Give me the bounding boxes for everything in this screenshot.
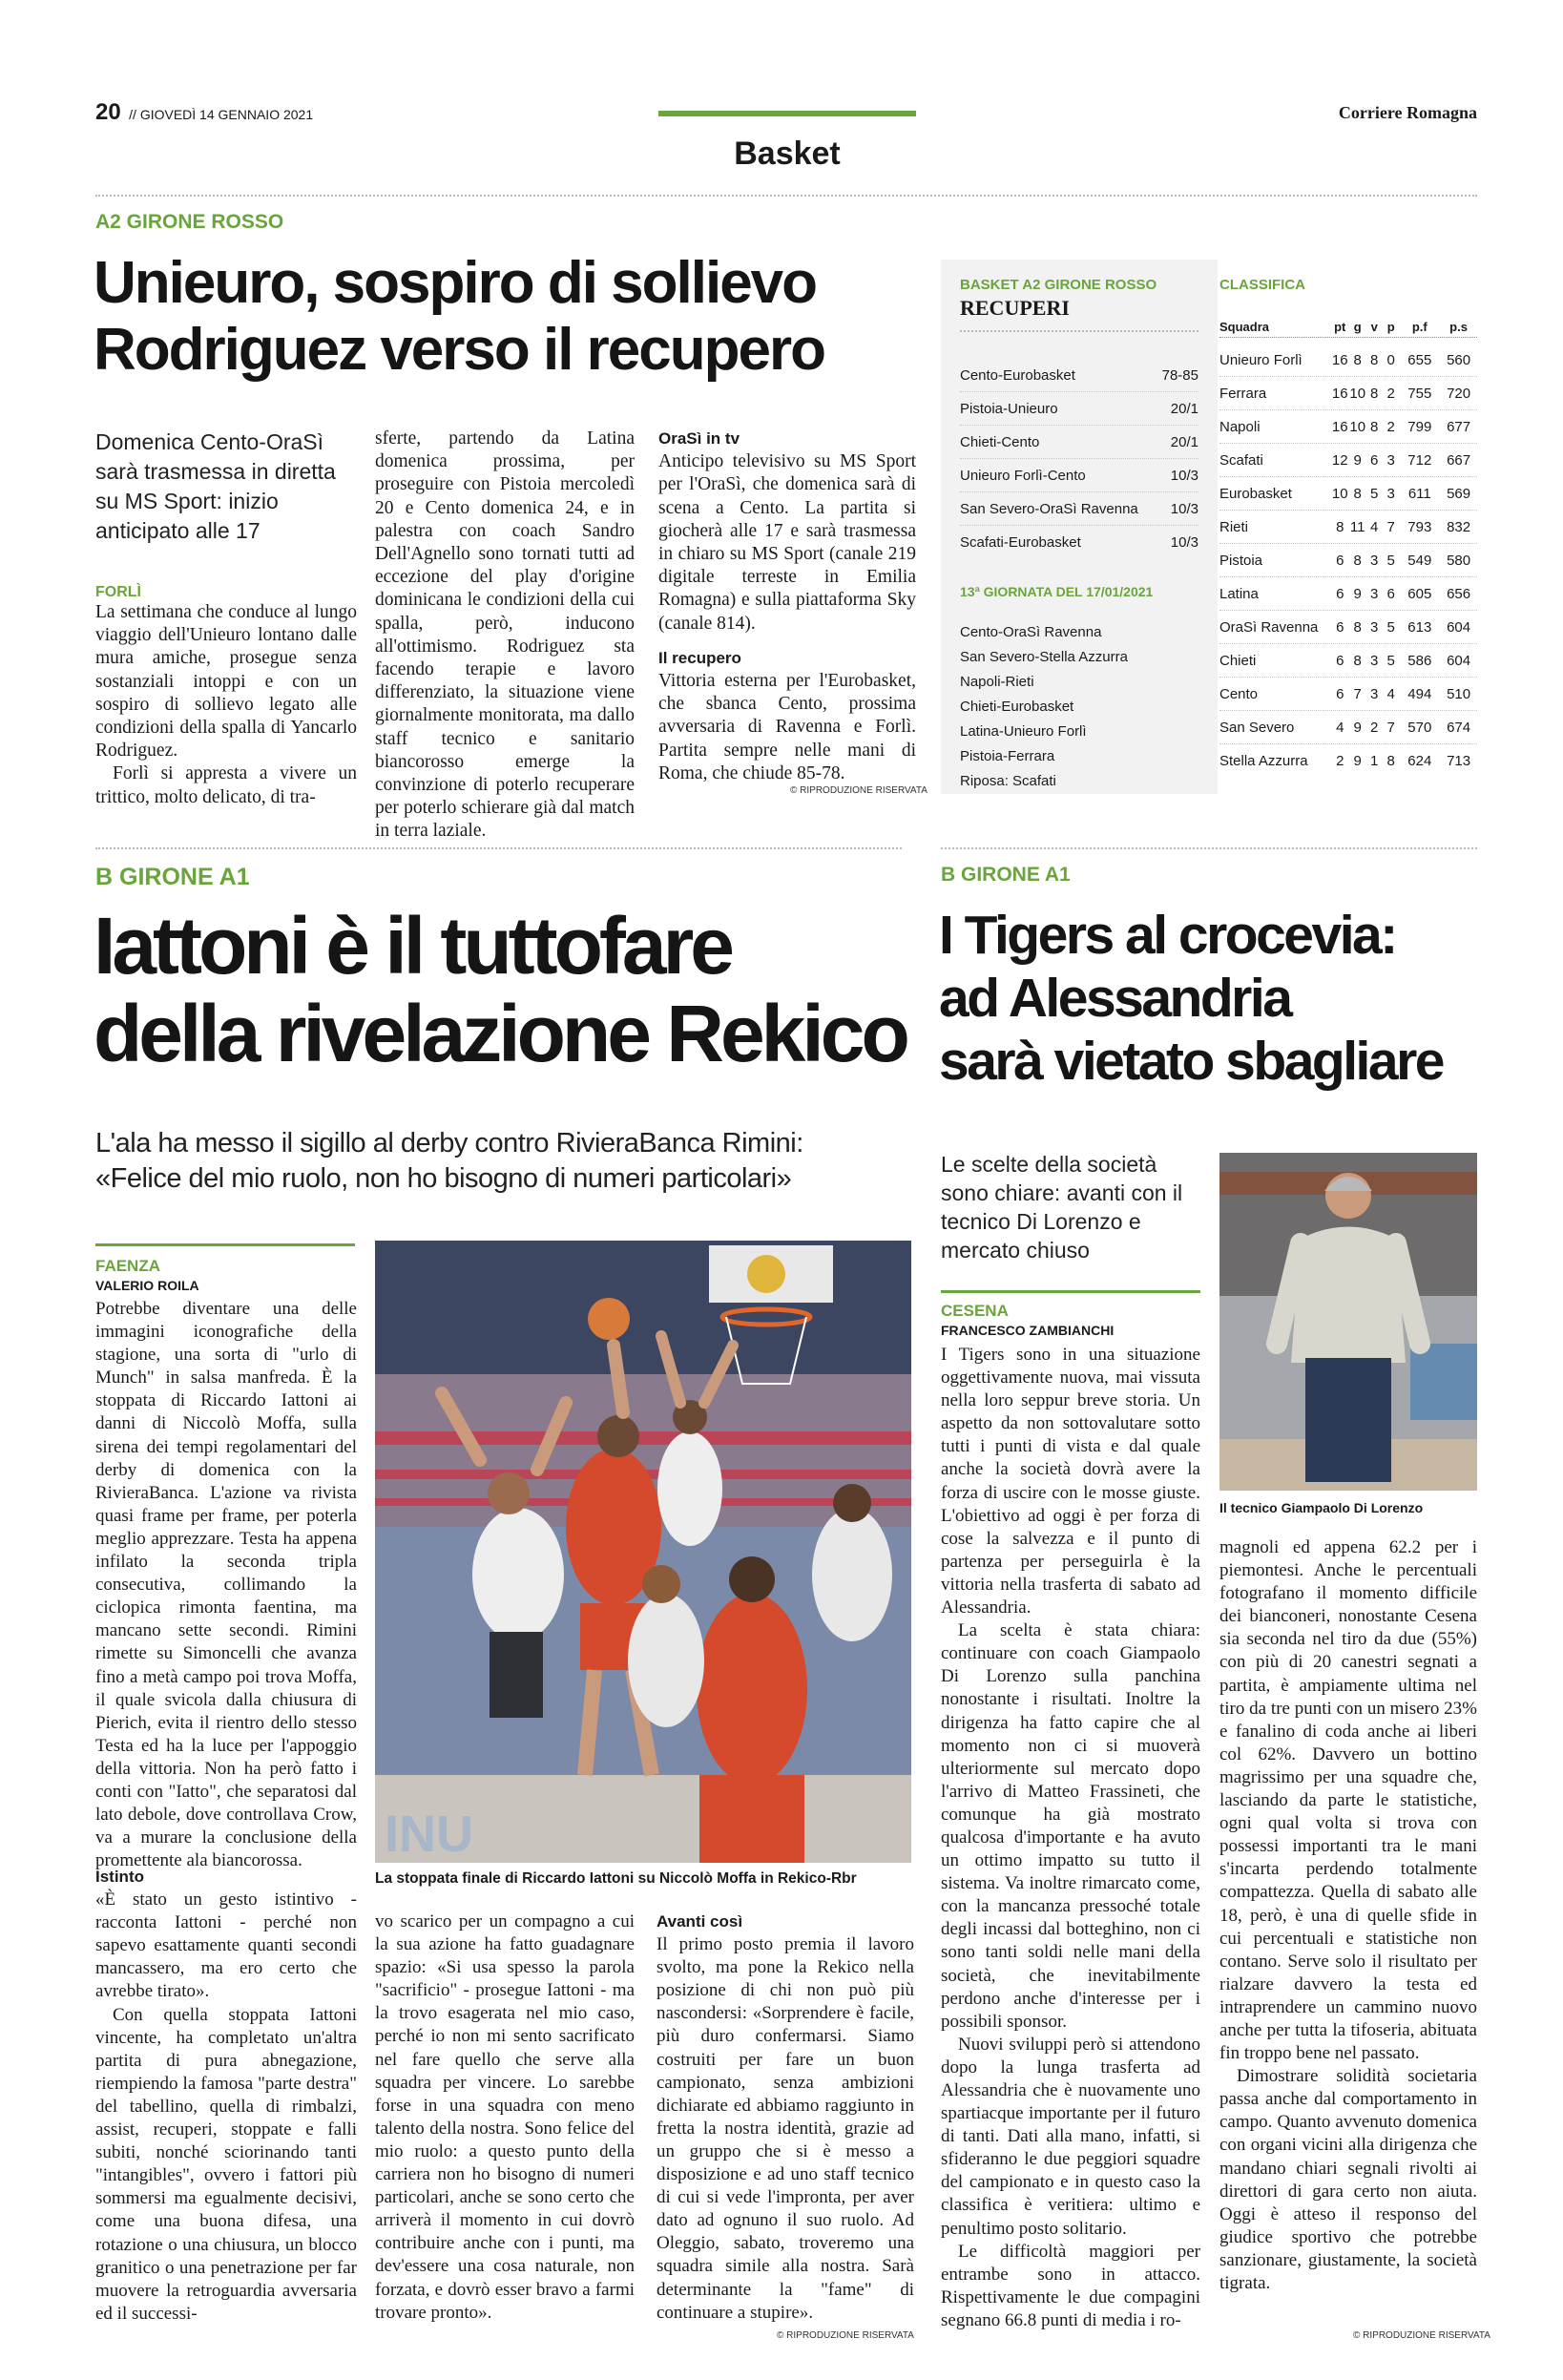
- classifica-value: 8: [1353, 652, 1362, 669]
- classifica-value: 16: [1331, 385, 1348, 402]
- coach-photo-illustration: [1219, 1153, 1477, 1491]
- faenza-summary: [95, 1126, 916, 1197]
- top-col3: [658, 428, 916, 785]
- newspaper-name: Corriere Romagna: [1338, 103, 1477, 122]
- classifica-row: [1219, 611, 1477, 644]
- classifica-value: 549: [1407, 552, 1432, 569]
- classifica-team: OraSì Ravenna: [1219, 618, 1319, 636]
- faenza-col1: [95, 1298, 357, 1872]
- classifica-value: 7: [1386, 719, 1395, 736]
- recuperi-match: Scafati-Eurobasket: [960, 534, 1081, 551]
- giornata-game: San Severo-Stella Azzurra: [960, 649, 1128, 665]
- classifica-value: 9: [1353, 719, 1362, 736]
- classifica-value: 604: [1447, 652, 1471, 669]
- giornata-game: Latina-Unieuro Forlì: [960, 723, 1087, 740]
- classifica-row: [1219, 377, 1477, 410]
- classifica-row: [1219, 444, 1477, 477]
- classifica-value: 611: [1407, 485, 1431, 502]
- cesena-col2-p2: Dimostrare solidità societaria passa anche dal comportamento in campo. Quanto avvenuto domenica con organi vicini alla dirigenza che mandano chiari segnali rivolti ai direttori di gara certo non aiuta. Oggi è atteso il responso del giudice sportivo che potrebbe sanzionare, giustamente, la società tigrata.: [1219, 2066, 1477, 2293]
- faenza-author: VALERIO ROILA: [95, 1278, 199, 1293]
- cesena-headline-line3: sarà vietato sbagliare: [939, 1031, 1443, 1092]
- top-dateline: FORLÌ: [95, 584, 141, 600]
- cesena-col1-p1: I Tigers sono in una situazione oggettivamente nuova, mai vissuta nella loro seppur breve storia. Un aspetto da non sottovalutare sotto tutti i punti di vista e dal quale anche la società dovrà avere la forza di uscire con le mosse giuste. L'obiettivo ad oggi è per forza di cose la salvezza e il punto di partenza per perseguirla è la vittoria nella trasferta di sabato ad Alessandria.: [941, 1345, 1200, 1618]
- classifica-value: 6: [1370, 451, 1379, 469]
- classifica-title: CLASSIFICA: [1219, 277, 1305, 293]
- cesena-col2: [1219, 1536, 1477, 2295]
- classifica-box: [1218, 260, 1477, 794]
- faenza-summary-line2: «Felice del mio ruolo, non ho bisogno di numeri particolari»: [95, 1163, 792, 1194]
- faenza-col2b: [375, 1910, 635, 2325]
- cesena-photo-caption: Il tecnico Giampaolo Di Lorenzo: [1219, 1500, 1424, 1515]
- classifica-value: 8: [1370, 351, 1379, 368]
- classifica-header-cell: p.s: [1449, 320, 1468, 334]
- classifica-value: 655: [1407, 351, 1432, 368]
- page-date: // GIOVEDÌ 14 GENNAIO 2021: [129, 107, 314, 122]
- recuperi-box: [941, 260, 1218, 794]
- mid-rule-right: [941, 847, 1477, 849]
- recuperi-row: [960, 426, 1198, 459]
- cesena-col1: [941, 1344, 1200, 2332]
- classifica-value: 16: [1331, 351, 1348, 368]
- classifica-value: 4: [1370, 518, 1379, 535]
- recuperi-result: 20/1: [1170, 433, 1198, 450]
- recuperi-result: 10/3: [1170, 500, 1198, 517]
- classifica-value: 8: [1370, 385, 1379, 402]
- classifica-value: 12: [1331, 451, 1348, 469]
- classifica-value: 6: [1336, 652, 1344, 669]
- classifica-header-cell: pt: [1334, 320, 1346, 334]
- faenza-headline-line1: Iattoni è il tuttofare: [94, 901, 731, 991]
- classifica-value: 6: [1386, 585, 1395, 602]
- classifica-row: [1219, 477, 1477, 511]
- classifica-value: 0: [1386, 351, 1395, 368]
- classifica-value: 586: [1407, 652, 1432, 669]
- classifica-value: 720: [1447, 385, 1471, 402]
- classifica-value: 3: [1370, 585, 1379, 602]
- classifica-value: 3: [1370, 618, 1379, 636]
- faenza-col1-p1: Potrebbe diventare una delle immagini iconografiche della stagione, una sorta di "urlo di Munch" in salsa manfreda. È la stoppata di Riccardo Iattoni ai danni di Niccolò Moffa, sulla sirena dei tempi regolamentari del derby di domenica con la RivieraBanca. L'azione va rivista quasi frame per frame, per poterla meglio apprezzare. Testa ha appena infilato la seconda tripla consecutiva, collimando la ciclopica rimonta faentina, ma mancano sette secondi. Rimini rimette su Simoncelli che avanza fino a metà campo poi trova Moffa, il quale svicola dalla chiusura di Pierich, evita il rientro dello stesso Testa ed ha la luce per l'appoggio della vittoria. Non ha però fatto i conti con "Iatto", che separatosi dal lato debole, dove controllava Crow, va a murare la conclusione della promettente ala biancorossa.: [95, 1299, 357, 1871]
- classifica-team: Pistoia: [1219, 552, 1263, 569]
- classifica-row: [1219, 577, 1477, 611]
- classifica-value: 2: [1386, 418, 1395, 435]
- cesena-headline-line1: I Tigers al crocevia:: [939, 905, 1396, 966]
- classifica-value: 755: [1407, 385, 1432, 402]
- classifica-value: 2: [1336, 753, 1344, 769]
- top-col2-p1: sferte, partendo da Latina domenica prossima, per proseguire con Pistoia mercoledì 20 e Cento domenica 24, e in palestra con coach Sandro Dell'Agnello sono tornati tutti ad eccezione del play d'origine dominicana le condizioni della cui spalla, però, inducono all'ottimismo. Rodriguez sta facendo terapie e lavoro differenziato, la situazione viene giornalmente monitorata, ma dallo staff tecnico e sanitario biancorosso emerge la convinzione di poterlo recuperare per poterlo schierare già dal match in terra laziale.: [375, 428, 635, 842]
- recuperi-match: Chieti-Cento: [960, 433, 1040, 450]
- cesena-dateline: CESENA: [941, 1302, 1009, 1320]
- faenza-photo-caption: La stoppata finale di Riccardo Iattoni su Niccolò Moffa in Rekico-Rbr: [375, 1870, 857, 1887]
- classifica-value: 11: [1349, 518, 1365, 535]
- classifica-team: Unieuro Forlì: [1219, 351, 1302, 368]
- classifica-value: 6: [1336, 685, 1344, 702]
- classifica-value: 1: [1370, 753, 1379, 769]
- top-col2: [375, 428, 635, 844]
- top-col3-sub1: OraSì in tv: [658, 429, 740, 448]
- classifica-value: 6: [1336, 618, 1344, 636]
- giornata-title: 13ª GIORNATA DEL 17/01/2021: [960, 584, 1154, 599]
- top-col1-p1: La settimana che conduce al lungo viaggio dell'Unieuro lontano dalle mura amiche, prosegue senza sostanziali intoppi e con un sospiro di sollievo legato alle condizioni della spalla di Yancarlo Rodriguez.: [95, 602, 357, 762]
- recuperi-list: [960, 359, 1198, 559]
- classifica-value: 4: [1386, 685, 1395, 702]
- classifica-value: 3: [1370, 685, 1379, 702]
- recuperi-rule: [960, 330, 1198, 332]
- cesena-copyright: [1353, 2330, 1490, 2341]
- classifica-header-cell: Squadra: [1219, 320, 1270, 334]
- classifica-value: 713: [1447, 753, 1471, 769]
- classifica-row: [1219, 744, 1477, 778]
- cesena-author: FRANCESCO ZAMBIANCHI: [941, 1323, 1115, 1338]
- classifica-body: [1219, 344, 1477, 778]
- classifica-value: 674: [1447, 719, 1471, 736]
- svg-text:INU: INU: [385, 1806, 473, 1863]
- classifica-value: 8: [1386, 753, 1395, 769]
- top-col3-sub2: Il recupero: [658, 648, 741, 667]
- classifica-row: [1219, 511, 1477, 544]
- faenza-col3b-p1: Il primo posto premia il lavoro svolto, ma pone la Rekico nella posizione di chi non può più nascondersi: «Sorprendere è facile, più duro confermarsi. Siamo costruiti per fare un buon campionato, senza ambizioni dichiarate ed abbiamo raggiunto in fretta la nostra identità, grazie ad un gruppo che si è messo a disposizione e ad uno staff tecnico di cui si vede l'impronta, per aver dato ad ognuno il suo ruolo. Ad Oleggio, sabato, troveremo una squadra simile alla nostra. Sarà determinante la "fame" di continuare a stupire».: [656, 1934, 914, 2323]
- recuperi-row: [960, 359, 1198, 392]
- faenza-photo: [375, 1241, 911, 1863]
- top-headline-line2: Rodriguez verso il recupero: [94, 317, 824, 383]
- faenza-col1b: [95, 1866, 357, 2326]
- classifica-header-cell: p.f: [1411, 320, 1428, 334]
- recuperi-row: [960, 526, 1198, 559]
- classifica-value: 604: [1447, 618, 1471, 636]
- faenza-col2b-p1: vo scarico per un compagno a cui la sua azione ha fatto guadagnare spazio: «Si usa spesso la parola "sacrificio" - prosegue Iattoni - ma la trovo esagerata nel mio caso, perché io non mi sento sacrificato nel fare quello che serve alla squadra per vincere. Lo sarebbe forse in una squadra con meno talento della nostra. Sono felice del mio ruolo: a questo punto della carriera non ho bisogno di numeri particolari, anche se sono certo che arriverà il momento in cui dovrò contribuire anche con i punti, ma dev'essere una cosa naturale, non forzata, e dovrò esser bravo a farmi trovare pronto».: [375, 1911, 635, 2323]
- classifica-value: 8: [1353, 485, 1362, 502]
- classifica-value: 7: [1386, 518, 1395, 535]
- cesena-col1-p3: Nuovi sviluppi però si attendono dopo la lunga trasferta ad Alessandria che è nuovamente uno spartiacque importante per il futuro di tanti. Dati alla mano, infatti, si sfideranno le due peggiori squadre del campionato e in questo caso la classifica è veritiera: ultimo e penultimo posto solitario.: [941, 2034, 1200, 2239]
- recuperi-title: RECUPERI: [960, 296, 1070, 320]
- classifica-value: 10: [1349, 418, 1366, 435]
- recuperi-match: Cento-Eurobasket: [960, 366, 1075, 384]
- classifica-header-cell: p: [1386, 320, 1395, 334]
- classifica-value: 9: [1353, 451, 1362, 469]
- classifica-team: Stella Azzurra: [1219, 753, 1308, 769]
- faenza-col1b-p2: Con quella stoppata Iattoni vincente, ha completato un'altra partita di pura abnegazione, riempiendo la famosa "parte destra" del tabellino, quella di rimbalzi, assist, recuperi, stoppate e falli subiti, nonché sciorinando tanti "intangibles", ovvero i fattori più sommersi ma egualmente decisivi, come una buona difesa, una rotazione o una chiusura, un blocco granitico o una penetrazione per far muovere la retroguardia avversaria ed il successi-: [95, 2004, 357, 2324]
- top-summary: Domenica Cento-OraSì sarà trasmessa in diretta su MS Sport: inizio anticipato alle 17: [95, 429, 336, 543]
- cesena-copyright-text: RIPRODUZIONE RISERVATA: [1363, 2330, 1490, 2341]
- classifica-value: 5: [1386, 652, 1395, 669]
- recuperi-kicker: BASKET A2 GIRONE ROSSO: [960, 277, 1157, 293]
- classifica-value: 832: [1447, 518, 1471, 535]
- classifica-value: 5: [1386, 552, 1395, 569]
- faenza-copyright-text: RIPRODUZIONE RISERVATA: [786, 2330, 914, 2341]
- classifica-value: 2: [1370, 719, 1379, 736]
- giornata-game: Napoli-Rieti: [960, 674, 1034, 690]
- header-rule: [95, 195, 1477, 197]
- classifica-row: [1219, 410, 1477, 444]
- classifica-value: 560: [1447, 351, 1471, 368]
- classifica-team: Napoli: [1219, 418, 1261, 435]
- cesena-col1-p4: Le difficoltà maggiori per entrambe sono in attacco. Rispettivamente le due compagini segnano 66.8 punti di media i ro-: [941, 2241, 1200, 2330]
- classifica-team: Scafati: [1219, 451, 1263, 469]
- classifica-value: 510: [1447, 685, 1471, 702]
- faenza-copyright: [777, 2330, 914, 2341]
- classifica-value: 6: [1336, 585, 1344, 602]
- classifica-team: Latina: [1219, 585, 1259, 602]
- cesena-photo: [1219, 1153, 1477, 1491]
- basketball-photo-illustration: [375, 1241, 911, 1863]
- faenza-col3b: [656, 1910, 914, 2325]
- mid-rule-left: [95, 847, 902, 849]
- top-kicker: A2 GIRONE ROSSO: [95, 211, 284, 233]
- recuperi-result: 78-85: [1161, 366, 1198, 384]
- faenza-sub2: Avanti così: [656, 1912, 743, 1931]
- classifica-value: 605: [1407, 585, 1432, 602]
- classifica-team: Eurobasket: [1219, 485, 1292, 502]
- classifica-value: 5: [1386, 618, 1395, 636]
- classifica-value: 3: [1386, 451, 1395, 469]
- top-copyright-text: RIPRODUZIONE RISERVATA: [800, 785, 927, 796]
- recuperi-result: 10/3: [1170, 467, 1198, 484]
- classifica-value: 8: [1353, 351, 1362, 368]
- faenza-summary-line1: L'ala ha messo il sigillo al derby contro RivieraBanca Rimini:: [95, 1128, 803, 1159]
- top-col3-p2: Vittoria esterna per l'Eurobasket, che sbanca Cento, prossima avversaria di Ravenna e Forlì. Partita sempre nelle mani di Roma, che chiude 85-78.: [658, 671, 916, 783]
- classifica-value: 8: [1353, 552, 1362, 569]
- cesena-headline: [939, 904, 1477, 1093]
- classifica-value: 580: [1447, 552, 1471, 569]
- classifica-value: 2: [1386, 385, 1395, 402]
- classifica-value: 624: [1407, 753, 1432, 769]
- classifica-value: 10: [1349, 385, 1366, 402]
- top-col1-p2: Forlì si appresta a vivere un trittico, molto delicato, di tra-: [95, 763, 357, 807]
- classifica-value: 8: [1370, 418, 1379, 435]
- classifica-value: 667: [1447, 451, 1471, 469]
- classifica-value: 656: [1447, 585, 1471, 602]
- recuperi-row: [960, 459, 1198, 492]
- giornata-game: Riposa: Scafati: [960, 773, 1056, 789]
- recuperi-match: Unieuro Forlì-Cento: [960, 467, 1086, 484]
- classifica-value: 10: [1331, 485, 1348, 502]
- classifica-value: 569: [1447, 485, 1471, 502]
- classifica-value: 16: [1331, 418, 1348, 435]
- faenza-col1b-p1: «È stato un gesto istintivo - racconta Iattoni - perché non sapevo esattamente quanti secondi mancassero, ma ero certo che avrebbe tirato».: [95, 1889, 357, 2002]
- copyright-icon: ©: [777, 2330, 784, 2341]
- cesena-col2-p1: magnoli ed appena 62.2 per i piemontesi. Anche le percentuali fotografano il momento difficile dei bianconeri, nonostante Cesena sia seconda nel tiro da due (55%) con più di 20 canestri segnati a partita, è ampiamente ultima nel tiro da tre punti con un misero 23% e fanalino di coda anche ai liberi col 62%. Davvero un bottino magrissimo per una squadre che, lasciando da parte le statistiche, ogni qual volta si trova con possessi importanti tra le mani s'incarta perdendo totalmente compattezza. Quella di sabato alle 18, però, è una di quelle sfide in cui percentuali e statistiche non contano. Serve solo il risultato per rialzare davvero la testa ed intraprendere un cammino nuovo anche per tutta la tifoseria, abituata fin troppo bene nel passato.: [1219, 1537, 1477, 2064]
- classifica-row: [1219, 678, 1477, 711]
- top-headline-line1: Unieuro, sospiro di sollievo: [94, 250, 817, 316]
- classifica-value: 9: [1353, 585, 1362, 602]
- top-col3-p1: Anticipo televisivo su MS Sport per l'OraSì, che domenica sarà di scena a Cento. La partita si giocherà alle 17 e sarà trasmessa in chiaro su MS Sport (canale 219 digitale terreste in Emilia Romagna) e sulla piattaforma Sky (canale 814).: [658, 451, 916, 634]
- classifica-team: Cento: [1219, 685, 1259, 702]
- recuperi-result: 10/3: [1170, 534, 1198, 551]
- classifica-header: [1219, 317, 1477, 338]
- cesena-kicker: B GIRONE A1: [941, 864, 1071, 886]
- classifica-value: 7: [1353, 685, 1362, 702]
- recuperi-row: [960, 392, 1198, 426]
- faenza-kicker: B GIRONE A1: [95, 864, 250, 890]
- classifica-team: San Severo: [1219, 719, 1295, 736]
- classifica-value: 3: [1386, 485, 1395, 502]
- section-title: Basket: [734, 136, 841, 172]
- copyright-icon: ©: [790, 785, 798, 796]
- cesena-accent-bar: [941, 1290, 1200, 1293]
- classifica-value: 677: [1447, 418, 1471, 435]
- faenza-accent-bar: [95, 1243, 355, 1246]
- faenza-dateline: FAENZA: [95, 1257, 160, 1275]
- classifica-value: 8: [1336, 518, 1344, 535]
- cesena-col1-p2: La scelta è stata chiara: continuare con coach Giampaolo Di Lorenzo sulla panchina nonostante i risultati. Inoltre la dirigenza ha fatto capire che al momento non ci si muoverà ulteriormente sul mercato dopo l'arrivo di Matteo Frassineti, che comunque ha già mostrato qualcosa d'importante e ha avuto un ottimo impatto su tutto il sistema. Va inoltre rimarcato come, con la mancanza pressoché totale degli incassi dal botteghino, non ci sono tanti soldi nelle mani della società, che inevitabilmente perdono anche d'interesse per i possibili sponsor.: [941, 1620, 1200, 2032]
- classifica-team: Rieti: [1219, 518, 1249, 535]
- classifica-value: 799: [1407, 418, 1432, 435]
- recuperi-match: Pistoia-Unieuro: [960, 400, 1058, 417]
- giornata-game: Cento-OraSì Ravenna: [960, 624, 1102, 640]
- page-number: 20: [95, 99, 121, 125]
- classifica-value: 8: [1353, 618, 1362, 636]
- classifica-value: 712: [1407, 451, 1432, 469]
- cesena-headline-line2: ad Alessandria: [939, 968, 1291, 1029]
- faenza-headline: [94, 902, 933, 1077]
- top-copyright: [790, 785, 927, 796]
- top-headline: [94, 250, 952, 384]
- classifica-value: 5: [1370, 485, 1379, 502]
- classifica-header-cell: v: [1370, 320, 1378, 334]
- classifica-value: 4: [1336, 719, 1344, 736]
- classifica-row: [1219, 544, 1477, 577]
- classifica-header-cell: g: [1353, 320, 1362, 334]
- classifica-value: 3: [1370, 652, 1379, 669]
- classifica-value: 3: [1370, 552, 1379, 569]
- recuperi-match: San Severo-OraSì Ravenna: [960, 500, 1138, 517]
- giornata-list: [960, 620, 1198, 794]
- giornata-game: Chieti-Eurobasket: [960, 699, 1074, 715]
- classifica-value: 570: [1407, 719, 1432, 736]
- copyright-icon: ©: [1353, 2330, 1361, 2341]
- section-accent-bar: [658, 111, 916, 116]
- faenza-sub1: Istinto: [95, 1868, 144, 1886]
- classifica-value: 9: [1353, 753, 1362, 769]
- classifica-value: 494: [1407, 685, 1432, 702]
- classifica-value: 6: [1336, 552, 1344, 569]
- recuperi-row: [960, 492, 1198, 526]
- classifica-row: [1219, 644, 1477, 678]
- classifica-team: Ferrara: [1219, 385, 1267, 402]
- faenza-headline-line2: della rivelazione Rekico: [94, 989, 907, 1078]
- cesena-summary: Le scelte della società sono chiare: avanti con il tecnico Di Lorenzo e mercato chiuso: [941, 1152, 1183, 1263]
- classifica-row: [1219, 711, 1477, 744]
- recuperi-result: 20/1: [1170, 400, 1198, 417]
- classifica-value: 793: [1407, 518, 1432, 535]
- classifica-row: [1219, 344, 1477, 377]
- giornata-game: Pistoia-Ferrara: [960, 748, 1055, 764]
- classifica-value: 613: [1407, 618, 1432, 636]
- top-col1: [95, 601, 357, 809]
- classifica-team: Chieti: [1219, 652, 1257, 669]
